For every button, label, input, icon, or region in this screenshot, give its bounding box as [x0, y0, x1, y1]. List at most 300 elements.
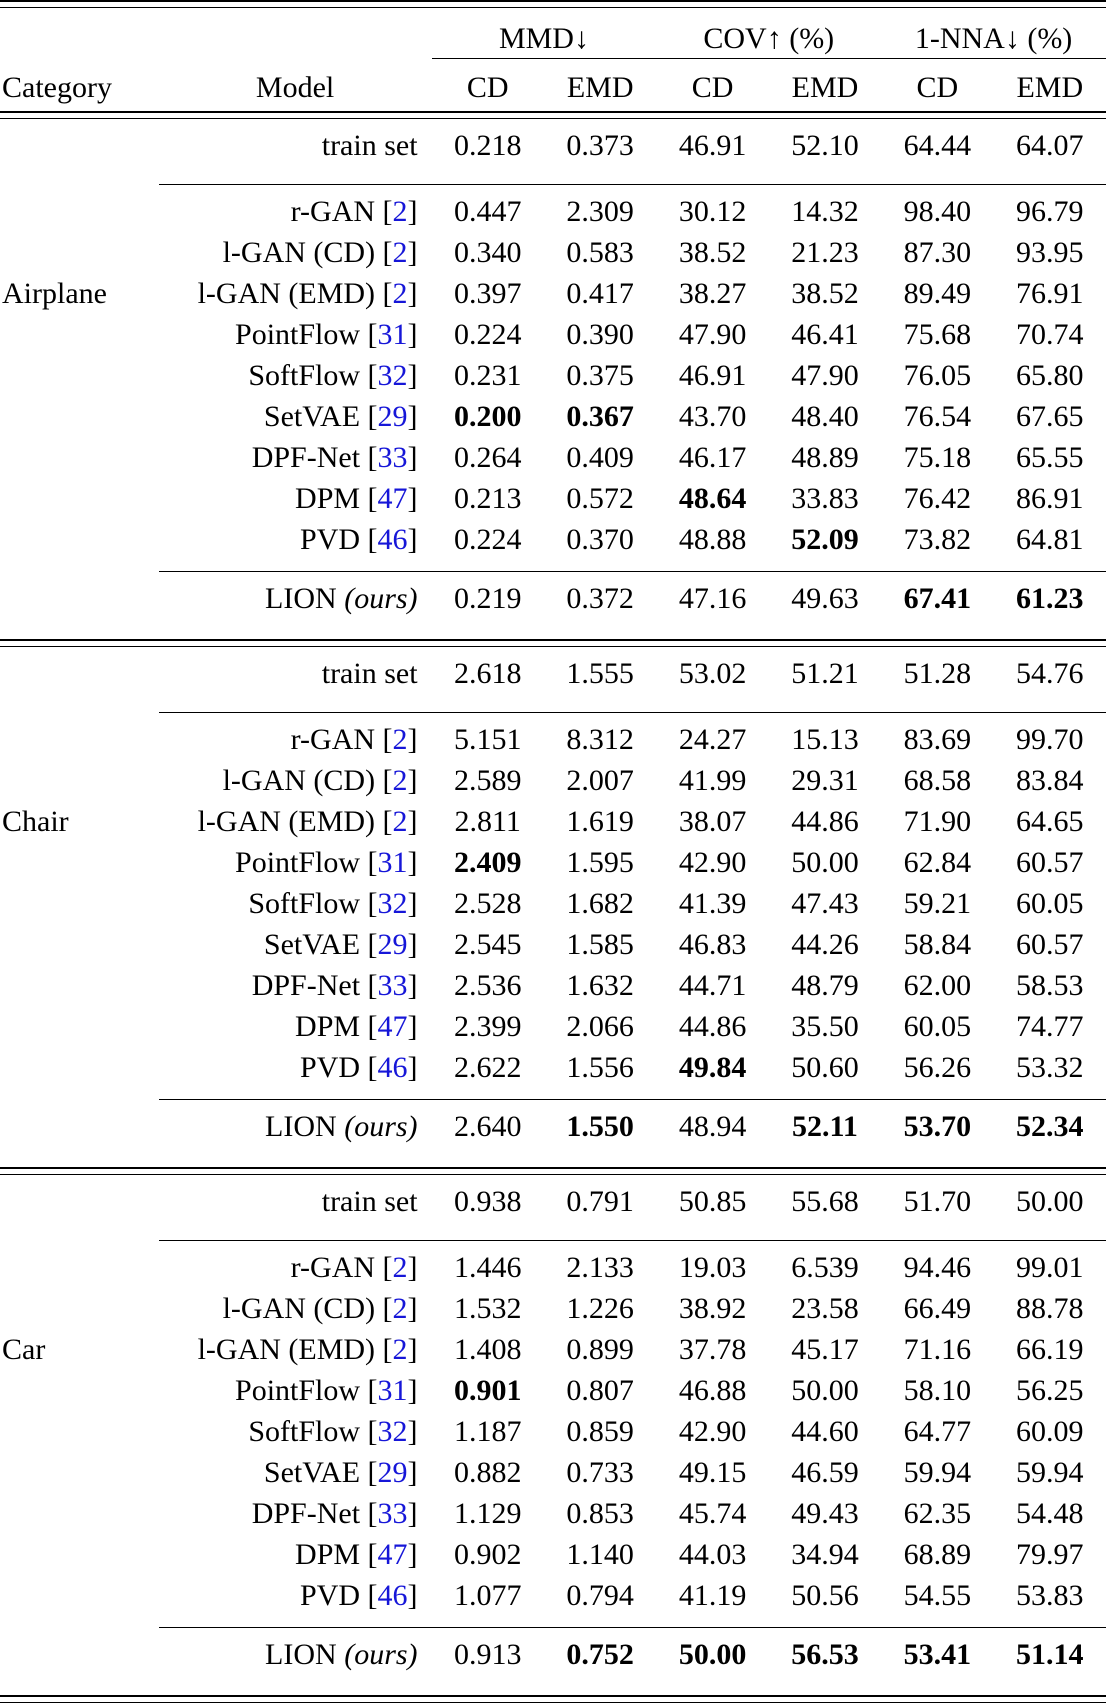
- category-cell-empty: [0, 887, 159, 928]
- train-set-value-1: 0.373: [566, 129, 634, 162]
- row-spacer: [0, 572, 1106, 583]
- metric-value-3: 45.17: [791, 1333, 859, 1366]
- metric-value-5: 53.32: [1016, 1051, 1084, 1084]
- model-name: PointFlow [31]: [235, 1374, 418, 1407]
- metric-value-3: 50.56: [791, 1579, 859, 1612]
- metric-value-3: 33.83: [791, 482, 859, 515]
- metric-value-2: 47.90: [678, 318, 747, 351]
- model-name: l-GAN (EMD) [2]: [197, 805, 418, 838]
- train-set-value-2: 46.91: [678, 129, 747, 162]
- ours-value-2: 48.94: [678, 1110, 747, 1143]
- metric-value-1: 0.409: [566, 441, 634, 474]
- model-name: SetVAE [29]: [263, 928, 418, 961]
- train-set-value-2: 53.02: [678, 657, 747, 690]
- metric-value-3: 52.09: [791, 523, 859, 556]
- model-name: train set: [321, 657, 418, 690]
- metric-value-5: 60.05: [1016, 887, 1084, 920]
- metric-value-1: 2.066: [566, 1010, 634, 1043]
- table-row: [0, 846, 1106, 887]
- category-cell-empty: [0, 1292, 159, 1333]
- metric-value-2: 41.39: [678, 887, 747, 920]
- metric-value-5: 64.65: [1016, 805, 1084, 838]
- model-name-ours: LION (ours): [265, 1110, 418, 1143]
- citation-link[interactable]: 2: [392, 805, 408, 838]
- metric-value-0: 1.187: [454, 1415, 522, 1448]
- metric-value-4: 62.35: [903, 1497, 972, 1530]
- metric-value-2: 42.90: [678, 1415, 747, 1448]
- ours-value-2: 47.16: [678, 582, 747, 615]
- table-row: [0, 1292, 1106, 1333]
- metric-value-3: 46.41: [791, 318, 859, 351]
- model-name: SetVAE [29]: [263, 400, 418, 433]
- model-name-ours: LION (ours): [265, 582, 418, 615]
- table-row: [0, 764, 1106, 805]
- ours-value-5: 52.34: [1016, 1110, 1084, 1143]
- table-row-ours: [0, 1110, 1106, 1160]
- row-spacer: [0, 1628, 1106, 1639]
- row-spacer: [0, 1160, 1106, 1168]
- metric-value-3: 34.94: [791, 1538, 859, 1571]
- table-row: [0, 195, 1106, 236]
- metric-value-0: 0.882: [454, 1456, 522, 1489]
- model-name: PVD [46]: [300, 523, 418, 556]
- metric-value-0: 1.532: [454, 1292, 522, 1325]
- metric-value-4: 62.00: [903, 969, 972, 1002]
- metric-value-5: 67.65: [1016, 400, 1084, 433]
- category-cell-empty: [0, 1638, 159, 1688]
- metric-value-0: 0.447: [454, 195, 522, 228]
- citation-link[interactable]: 33: [377, 441, 408, 474]
- metric-value-5: 60.57: [1016, 928, 1084, 961]
- metric-value-1: 0.375: [566, 359, 634, 392]
- citation-link[interactable]: 2: [392, 1251, 408, 1284]
- metric-value-4: 89.49: [903, 277, 972, 310]
- metric-value-0: 0.200: [454, 400, 522, 433]
- metric-value-5: 54.48: [1016, 1497, 1084, 1530]
- metric-value-2: 37.78: [678, 1333, 747, 1366]
- table-row: [0, 1051, 1106, 1092]
- citation-link[interactable]: 47: [377, 1538, 408, 1571]
- category-cell-empty: [0, 318, 159, 359]
- metric-value-1: 0.859: [566, 1415, 634, 1448]
- metric-value-0: 0.901: [454, 1374, 522, 1407]
- row-spacer: [0, 1620, 1106, 1627]
- metric-value-2: 19.03: [678, 1251, 747, 1284]
- model-name: SoftFlow [32]: [248, 887, 418, 920]
- metric-value-1: 0.583: [566, 236, 634, 269]
- table-row: [0, 1579, 1106, 1620]
- metric-value-2: 46.88: [678, 1374, 747, 1407]
- train-set-value-4: 51.28: [903, 657, 972, 690]
- metric-value-3: 14.32: [791, 195, 859, 228]
- citation-link[interactable]: 33: [377, 969, 408, 1002]
- metric-value-1: 1.556: [566, 1051, 634, 1084]
- category-cell-empty: [0, 236, 159, 277]
- metric-value-4: 98.40: [903, 195, 972, 228]
- table-row: [0, 277, 1106, 318]
- train-set-value-1: 0.791: [566, 1185, 634, 1218]
- metric-value-3: 44.26: [791, 928, 859, 961]
- metric-value-1: 0.853: [566, 1497, 634, 1530]
- model-name: PVD [46]: [300, 1051, 418, 1084]
- metric-value-2: 48.64: [678, 482, 747, 515]
- row-spacer: [0, 185, 1106, 196]
- category-cell-empty: [0, 1579, 159, 1620]
- citation-link[interactable]: 32: [377, 887, 408, 920]
- metric-value-3: 48.89: [791, 441, 859, 474]
- metric-value-3: 50.00: [791, 846, 859, 879]
- metric-value-3: 48.79: [791, 969, 859, 1002]
- row-spacer: [0, 647, 1106, 658]
- model-name: l-GAN (EMD) [2]: [197, 277, 418, 310]
- metric-value-5: 88.78: [1016, 1292, 1084, 1325]
- metric-value-5: 83.84: [1016, 764, 1084, 797]
- metric-value-5: 76.91: [1016, 277, 1084, 310]
- citation-link[interactable]: 2: [392, 1292, 408, 1325]
- model-name: PVD [46]: [300, 1579, 418, 1612]
- ours-value-0: 2.640: [454, 1110, 522, 1143]
- metric-value-1: 2.007: [566, 764, 634, 797]
- column-header-cov-emd: EMD: [791, 71, 859, 104]
- category-cell-empty: [0, 1051, 159, 1092]
- metric-value-0: 0.264: [454, 441, 522, 474]
- group-header-row: [0, 8, 1106, 59]
- metric-value-5: 99.01: [1016, 1251, 1084, 1284]
- category-cell-empty: [0, 441, 159, 482]
- metric-value-5: 79.97: [1016, 1538, 1084, 1571]
- metric-value-2: 42.90: [678, 846, 747, 879]
- model-name: r-GAN [2]: [290, 723, 418, 756]
- table-row: [0, 129, 1106, 177]
- column-header-model: Model: [255, 71, 335, 104]
- table-row: [0, 657, 1106, 705]
- category-cell-empty: [0, 1538, 159, 1579]
- metric-value-4: 87.30: [903, 236, 972, 269]
- metric-value-3: 47.43: [791, 887, 859, 920]
- category-cell-empty: [0, 1456, 159, 1497]
- metric-value-3: 44.86: [791, 805, 859, 838]
- metric-value-4: 68.89: [903, 1538, 972, 1571]
- metric-value-0: 0.224: [454, 318, 522, 351]
- category-cell-empty: [0, 582, 159, 632]
- model-name: r-GAN [2]: [290, 1251, 418, 1284]
- citation-link[interactable]: 46: [377, 523, 408, 556]
- metric-value-0: 0.213: [454, 482, 522, 515]
- metric-value-3: 35.50: [791, 1010, 859, 1043]
- metric-value-4: 75.18: [903, 441, 972, 474]
- category-cell-empty: [0, 195, 159, 236]
- group-header-mmd: MMD↓: [498, 22, 589, 55]
- metric-value-2: 38.52: [678, 236, 747, 269]
- metric-value-4: 76.42: [903, 482, 972, 515]
- metric-value-3: 49.43: [791, 1497, 859, 1530]
- table-row: [0, 318, 1106, 359]
- metric-value-5: 66.19: [1016, 1333, 1084, 1366]
- category-cell-empty: [0, 657, 159, 705]
- citation-link[interactable]: 2: [392, 236, 408, 269]
- metric-value-0: 1.446: [454, 1251, 522, 1284]
- metric-value-4: 76.54: [903, 400, 972, 433]
- metric-value-5: 56.25: [1016, 1374, 1084, 1407]
- metric-value-0: 0.340: [454, 236, 522, 269]
- category-cell-empty: [0, 723, 159, 764]
- train-set-value-0: 2.618: [454, 657, 522, 690]
- metric-value-5: 86.91: [1016, 482, 1084, 515]
- ours-value-4: 53.41: [903, 1638, 972, 1671]
- citation-link[interactable]: 2: [392, 764, 408, 797]
- metric-value-3: 38.52: [791, 277, 859, 310]
- ours-value-3: 49.63: [791, 582, 859, 615]
- metric-value-1: 1.619: [566, 805, 634, 838]
- metric-value-1: 0.417: [566, 277, 634, 310]
- metric-value-4: 71.16: [903, 1333, 972, 1366]
- metric-value-4: 56.26: [903, 1051, 972, 1084]
- metric-value-2: 30.12: [678, 195, 747, 228]
- ours-tag: (ours): [344, 582, 418, 615]
- metric-value-4: 58.10: [903, 1374, 972, 1407]
- citation-link[interactable]: 32: [377, 359, 408, 392]
- model-name: PointFlow [31]: [235, 318, 418, 351]
- column-header-cov-cd: CD: [691, 71, 734, 104]
- citation-link[interactable]: 31: [377, 846, 408, 879]
- column-header-1nna-cd: CD: [916, 71, 959, 104]
- metric-value-4: 62.84: [903, 846, 972, 879]
- metric-value-4: 58.84: [903, 928, 972, 961]
- category-label: Chair: [2, 805, 69, 838]
- model-name-ours: LION (ours): [265, 1638, 418, 1671]
- ours-value-1: 0.372: [566, 582, 634, 615]
- metric-value-0: 2.622: [454, 1051, 522, 1084]
- ours-value-4: 67.41: [903, 582, 972, 615]
- citation-link[interactable]: 46: [377, 1579, 408, 1612]
- metric-value-5: 70.74: [1016, 318, 1084, 351]
- citation-link[interactable]: 46: [377, 1051, 408, 1084]
- metric-value-1: 1.682: [566, 887, 634, 920]
- metric-value-3: 47.90: [791, 359, 859, 392]
- metric-value-4: 94.46: [903, 1251, 972, 1284]
- citation-link[interactable]: 47: [377, 482, 408, 515]
- metric-value-0: 0.902: [454, 1538, 522, 1571]
- metric-value-1: 8.312: [566, 723, 634, 756]
- ours-value-1: 0.752: [566, 1638, 634, 1671]
- table-row: [0, 523, 1106, 564]
- category-cell-empty: [0, 1185, 159, 1233]
- citation-link[interactable]: 2: [392, 277, 408, 310]
- metric-value-1: 0.807: [566, 1374, 634, 1407]
- model-name: r-GAN [2]: [290, 195, 418, 228]
- metric-value-1: 0.390: [566, 318, 634, 351]
- metric-value-0: 0.397: [454, 277, 522, 310]
- sub-header-row: [0, 59, 1106, 113]
- train-set-value-1: 1.555: [566, 657, 634, 690]
- category-cell-empty: [0, 1251, 159, 1292]
- citation-link[interactable]: 2: [392, 195, 408, 228]
- metric-value-2: 38.27: [678, 277, 747, 310]
- category-cell-empty: [0, 1497, 159, 1538]
- table-header: [0, 1, 1106, 119]
- category-cell-empty: [0, 928, 159, 969]
- model-name: DPM [47]: [295, 482, 418, 515]
- metric-value-0: 2.399: [454, 1010, 522, 1043]
- category-cell-empty: [0, 1374, 159, 1415]
- category-cell-empty: [0, 1415, 159, 1456]
- metric-value-3: 50.00: [791, 1374, 859, 1407]
- model-name: SetVAE [29]: [263, 1456, 418, 1489]
- metric-value-2: 43.70: [678, 400, 747, 433]
- metric-value-2: 41.19: [678, 1579, 747, 1612]
- metric-value-3: 50.60: [791, 1051, 859, 1084]
- metric-value-5: 59.94: [1016, 1456, 1084, 1489]
- metric-value-5: 60.09: [1016, 1415, 1084, 1448]
- category-cell-empty: [0, 1110, 159, 1160]
- metric-value-2: 38.92: [678, 1292, 747, 1325]
- metric-value-1: 0.370: [566, 523, 634, 556]
- metric-value-1: 1.226: [566, 1292, 634, 1325]
- metric-value-4: 76.05: [903, 359, 972, 392]
- metric-value-0: 2.536: [454, 969, 522, 1002]
- ours-tag: (ours): [344, 1110, 418, 1143]
- row-spacer: [0, 177, 1106, 184]
- category-label: Airplane: [2, 277, 107, 310]
- train-set-value-5: 64.07: [1016, 129, 1084, 162]
- table-row: [0, 1538, 1106, 1579]
- metric-value-1: 1.585: [566, 928, 634, 961]
- metric-value-0: 5.151: [454, 723, 522, 756]
- ours-value-3: 56.53: [791, 1638, 859, 1671]
- citation-link[interactable]: 33: [377, 1497, 408, 1530]
- metric-value-1: 2.309: [566, 195, 634, 228]
- category-cell-empty: [0, 400, 159, 441]
- metric-value-0: 2.811: [454, 805, 521, 838]
- table-row: [0, 1251, 1106, 1292]
- category-cell-empty: [0, 764, 159, 805]
- citation-link[interactable]: 31: [377, 318, 408, 351]
- model-name: DPF-Net [33]: [251, 1497, 418, 1530]
- metric-value-5: 58.53: [1016, 969, 1084, 1002]
- metric-value-1: 0.794: [566, 1579, 634, 1612]
- table-row: [0, 400, 1106, 441]
- ours-value-2: 50.00: [678, 1638, 747, 1671]
- citation-link[interactable]: 32: [377, 1415, 408, 1448]
- citation-link[interactable]: 29: [377, 400, 408, 433]
- citation-link[interactable]: 29: [377, 1456, 408, 1489]
- metric-value-3: 46.59: [791, 1456, 859, 1489]
- model-name: train set: [321, 129, 418, 162]
- group-header-cov: COV↑ (%): [703, 22, 835, 55]
- category-cell-empty: [0, 129, 159, 177]
- metric-value-4: 83.69: [903, 723, 972, 756]
- category-cell-empty: [0, 482, 159, 523]
- table-row: [0, 1333, 1106, 1374]
- model-name: SoftFlow [32]: [248, 1415, 418, 1448]
- row-spacer: [0, 632, 1106, 640]
- metric-value-2: 44.03: [678, 1538, 747, 1571]
- metric-value-4: 71.90: [903, 805, 972, 838]
- metric-value-1: 0.572: [566, 482, 634, 515]
- metric-value-2: 44.71: [678, 969, 747, 1002]
- table-row: [0, 1497, 1106, 1538]
- metric-value-1: 1.595: [566, 846, 634, 879]
- citation-link[interactable]: 29: [377, 928, 408, 961]
- metric-value-1: 0.367: [566, 400, 634, 433]
- metric-value-0: 2.545: [454, 928, 522, 961]
- citation-link[interactable]: 47: [377, 1010, 408, 1043]
- metric-value-3: 23.58: [791, 1292, 859, 1325]
- ours-tag: (ours): [344, 1638, 418, 1671]
- citation-link[interactable]: 2: [392, 723, 408, 756]
- row-spacer: [0, 1100, 1106, 1111]
- metric-value-5: 60.57: [1016, 846, 1084, 879]
- table-row: [0, 482, 1106, 523]
- section-rule: [0, 1696, 1106, 1703]
- citation-link[interactable]: 2: [392, 1333, 408, 1366]
- ours-value-5: 61.23: [1016, 582, 1084, 615]
- citation-link[interactable]: 31: [377, 1374, 408, 1407]
- train-set-value-0: 0.218: [454, 129, 522, 162]
- table-row: [0, 1415, 1106, 1456]
- metric-value-5: 93.95: [1016, 236, 1084, 269]
- metric-value-3: 48.40: [791, 400, 859, 433]
- metric-value-1: 1.632: [566, 969, 634, 1002]
- table-row: [0, 1374, 1106, 1415]
- metric-value-3: 29.31: [791, 764, 859, 797]
- model-name: DPM [47]: [295, 1010, 418, 1043]
- table-row: [0, 723, 1106, 764]
- category-cell-empty: [0, 969, 159, 1010]
- table-row-ours: [0, 582, 1106, 632]
- metric-value-5: 53.83: [1016, 1579, 1084, 1612]
- metric-value-0: 1.408: [454, 1333, 522, 1366]
- metric-value-2: 38.07: [678, 805, 747, 838]
- model-name: DPF-Net [33]: [251, 969, 418, 1002]
- model-name: l-GAN (CD) [2]: [222, 1292, 418, 1325]
- category-label: Car: [2, 1333, 46, 1366]
- metric-value-4: 73.82: [903, 523, 972, 556]
- metric-value-2: 48.88: [678, 523, 747, 556]
- model-name: DPM [47]: [295, 1538, 418, 1571]
- metric-value-0: 2.528: [454, 887, 522, 920]
- ours-value-0: 0.219: [454, 582, 522, 615]
- metric-value-1: 1.140: [566, 1538, 634, 1571]
- column-header-1nna-emd: EMD: [1016, 71, 1084, 104]
- table-row: [0, 236, 1106, 277]
- metric-value-4: 68.58: [903, 764, 972, 797]
- column-header-category: Category: [2, 71, 112, 104]
- category-cell-empty: [0, 846, 159, 887]
- metric-value-1: 0.899: [566, 1333, 634, 1366]
- model-name: PointFlow [31]: [235, 846, 418, 879]
- row-spacer: [0, 705, 1106, 712]
- train-set-value-4: 51.70: [903, 1185, 972, 1218]
- table-row: [0, 887, 1106, 928]
- model-name: l-GAN (CD) [2]: [222, 764, 418, 797]
- train-set-value-3: 55.68: [791, 1185, 859, 1218]
- metric-value-5: 99.70: [1016, 723, 1084, 756]
- category-cell-empty: [0, 359, 159, 400]
- metric-value-5: 74.77: [1016, 1010, 1084, 1043]
- metric-value-2: 49.15: [678, 1456, 747, 1489]
- row-spacer: [0, 713, 1106, 724]
- metric-value-2: 49.84: [678, 1051, 747, 1084]
- train-set-value-2: 50.85: [678, 1185, 747, 1218]
- ours-value-1: 1.550: [566, 1110, 634, 1143]
- table-row: [0, 441, 1106, 482]
- metric-value-4: 64.77: [903, 1415, 972, 1448]
- table-row: [0, 1185, 1106, 1233]
- metric-value-0: 1.129: [454, 1497, 522, 1530]
- metric-value-5: 64.81: [1016, 523, 1084, 556]
- train-set-value-5: 50.00: [1016, 1185, 1084, 1218]
